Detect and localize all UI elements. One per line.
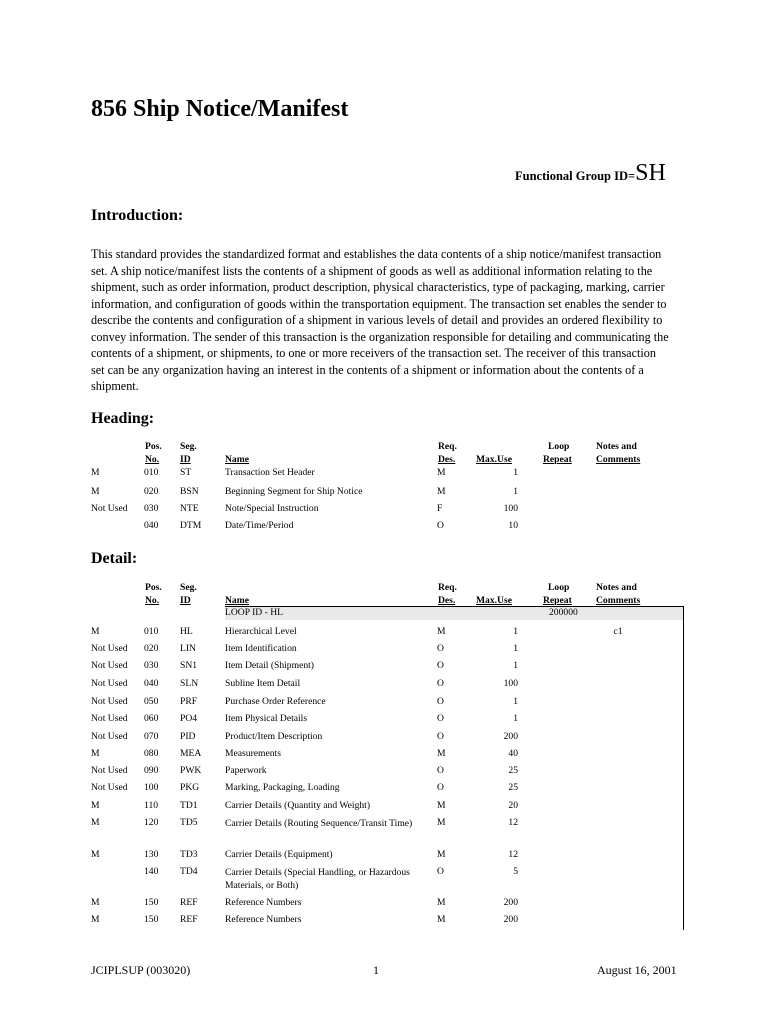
pos-cell: 040: [144, 678, 159, 689]
name-cell: Measurements: [225, 748, 281, 759]
col-notes-label-2: Comments: [596, 454, 641, 465]
des-cell: O: [437, 713, 444, 724]
req-cell: M: [91, 467, 100, 478]
col-pos-label-2: No.: [145, 595, 160, 606]
req-cell: Not Used: [91, 782, 128, 793]
loop-header: [225, 606, 683, 620]
col-seg-label-2: ID: [180, 595, 191, 606]
seg-cell: SLN: [180, 678, 199, 689]
footer-document-id: JCIPLSUP (003020): [91, 963, 191, 977]
seg-cell: PRF: [180, 696, 198, 707]
req-cell: M: [91, 748, 100, 759]
functional-group-id: [515, 160, 666, 187]
seg-cell: PO4: [180, 713, 198, 724]
detail-section-title: Detail:: [91, 550, 138, 567]
col-req-label-2: Des.: [438, 595, 456, 606]
req-cell: M: [91, 800, 100, 811]
heading-section-title: Heading:: [91, 410, 155, 427]
req-cell: Not Used: [91, 643, 128, 654]
name-cell: Paperwork: [225, 765, 267, 776]
col-pos-label: Pos.: [145, 582, 162, 593]
req-cell: M: [91, 817, 100, 828]
des-cell: O: [437, 660, 444, 671]
pos-cell: 080: [144, 748, 159, 759]
notes-cell: c1: [613, 626, 623, 637]
max-cell: 200: [503, 731, 518, 742]
name-cell: Note/Special Instruction: [225, 503, 319, 514]
des-cell: M: [437, 800, 446, 811]
max-cell: 1: [513, 467, 518, 478]
seg-cell: LIN: [180, 643, 196, 654]
req-cell: M: [91, 626, 100, 637]
seg-cell: BSN: [180, 486, 199, 497]
req-cell: Not Used: [91, 503, 128, 514]
col-pos-label: Pos.: [145, 441, 162, 452]
seg-cell: PKG: [180, 782, 200, 793]
des-cell: O: [437, 782, 444, 793]
des-cell: O: [437, 731, 444, 742]
des-cell: M: [437, 914, 446, 925]
seg-cell: PWK: [180, 765, 202, 776]
name-cell: Reference Numbers: [225, 897, 302, 908]
pos-cell: 140: [144, 866, 159, 877]
pos-cell: 070: [144, 731, 159, 742]
col-notes-label: Notes and: [596, 582, 637, 593]
pos-cell: 110: [144, 800, 159, 811]
max-cell: 100: [503, 503, 518, 514]
max-cell: 10: [508, 520, 518, 531]
pos-cell: 120: [144, 817, 159, 828]
seg-cell: REF: [180, 897, 198, 908]
name-cell: Beginning Segment for Ship Notice: [225, 486, 363, 497]
des-cell: M: [437, 467, 446, 478]
req-cell: Not Used: [91, 660, 128, 671]
pos-cell: 090: [144, 765, 159, 776]
col-notes-label-2: Comments: [596, 595, 641, 606]
name-cell: Reference Numbers: [225, 914, 302, 925]
seg-cell: SN1: [180, 660, 198, 671]
col-req-label: Req.: [438, 582, 457, 593]
name-cell: Item Physical Details: [225, 713, 308, 724]
name-cell: Purchase Order Reference: [225, 696, 326, 707]
col-notes-label: Notes and: [596, 441, 637, 452]
pos-cell: 130: [144, 849, 159, 860]
pos-cell: 010: [144, 626, 159, 637]
des-cell: M: [437, 748, 446, 759]
max-cell: 12: [508, 817, 518, 828]
pos-cell: 060: [144, 713, 159, 724]
name-cell: Carrier Details (Special Handling, or Hazardous Materials, or Both): [225, 867, 410, 891]
name-cell: Item Identification: [225, 643, 297, 654]
max-cell: 25: [508, 765, 518, 776]
req-cell: M: [91, 897, 100, 908]
seg-cell: HL: [180, 626, 193, 637]
name-cell: Carrier Details (Equipment): [225, 849, 333, 860]
functional-group-label: Functional Group ID=: [515, 169, 636, 183]
name-cell: Transaction Set Header: [225, 467, 315, 478]
req-cell: Not Used: [91, 731, 128, 742]
req-cell: M: [91, 849, 100, 860]
max-cell: 200: [503, 914, 518, 925]
pos-cell: 150: [144, 897, 159, 908]
max-cell: 1: [513, 696, 518, 707]
des-cell: O: [437, 678, 444, 689]
col-max-label: Max.Use: [476, 454, 512, 465]
pos-cell: 020: [144, 486, 159, 497]
col-req-label-2: Des.: [438, 454, 456, 465]
name-cell: Product/Item Description: [225, 731, 323, 742]
name-cell: Item Detail (Shipment): [225, 660, 314, 671]
max-cell: 1: [513, 643, 518, 654]
des-cell: O: [437, 696, 444, 707]
seg-cell: TD3: [180, 849, 198, 860]
pos-cell: 020: [144, 643, 159, 654]
des-cell: M: [437, 817, 446, 828]
col-loop-label-2: Repeat: [543, 454, 572, 465]
col-name-label: Name: [225, 454, 249, 465]
des-cell: M: [437, 897, 446, 908]
introduction-heading: Introduction:: [91, 207, 184, 224]
functional-group-value: SH: [635, 160, 666, 186]
seg-cell: DTM: [180, 520, 202, 531]
col-name-label: Name: [225, 595, 249, 606]
des-cell: F: [437, 503, 443, 514]
seg-cell: PID: [180, 731, 196, 742]
footer-date: August 16, 2001: [597, 963, 677, 977]
pos-cell: 010: [144, 467, 159, 478]
des-cell: O: [437, 520, 444, 531]
loop-id: LOOP ID - HL: [225, 607, 283, 618]
document-title: 856 Ship Notice/Manifest: [91, 96, 349, 122]
seg-cell: ST: [180, 467, 192, 478]
col-loop-label-2: Repeat: [543, 595, 572, 606]
name-cell: Hierarchical Level: [225, 626, 297, 637]
footer-page-number: 1: [373, 963, 379, 977]
loop-repeat-value: 200000: [549, 607, 578, 618]
req-cell: M: [91, 914, 100, 925]
req-cell: Not Used: [91, 696, 128, 707]
seg-cell: TD5: [180, 817, 198, 828]
max-cell: 200: [503, 897, 518, 908]
seg-cell: REF: [180, 914, 198, 925]
pos-cell: 150: [144, 914, 159, 925]
col-max-label: Max.Use: [476, 595, 512, 606]
max-cell: 1: [513, 713, 518, 724]
des-cell: M: [437, 626, 446, 637]
max-cell: 25: [508, 782, 518, 793]
max-cell: 1: [513, 626, 518, 637]
col-loop-label: Loop: [548, 582, 570, 593]
des-cell: O: [437, 765, 444, 776]
req-cell: Not Used: [91, 713, 128, 724]
max-cell: 40: [508, 748, 518, 759]
col-loop-label: Loop: [548, 441, 570, 452]
des-cell: M: [437, 849, 446, 860]
name-cell: Date/Time/Period: [225, 520, 294, 531]
name-cell: Subline Item Detail: [225, 678, 301, 689]
name-cell: Carrier Details (Routing Sequence/Transit Time): [225, 818, 413, 829]
name-cell: Marking, Packaging, Loading: [225, 782, 340, 793]
col-seg-label: Seg.: [180, 582, 197, 593]
req-cell: M: [91, 486, 100, 497]
des-cell: O: [437, 643, 444, 654]
max-cell: 20: [508, 800, 518, 811]
seg-cell: NTE: [180, 503, 199, 514]
max-cell: 12: [508, 849, 518, 860]
seg-cell: MEA: [180, 748, 202, 759]
pos-cell: 030: [144, 503, 159, 514]
pos-cell: 050: [144, 696, 159, 707]
req-cell: Not Used: [91, 765, 128, 776]
col-req-label: Req.: [438, 441, 457, 452]
col-seg-label: Seg.: [180, 441, 197, 452]
max-cell: 1: [513, 486, 518, 497]
max-cell: 100: [503, 678, 518, 689]
pos-cell: 100: [144, 782, 159, 793]
introduction-body: This standard provides the standardized format and establishes the data contents of a ship notice/manifest transaction set. A ship notice/manifest lists the contents of a shipment of goods as well as additional information relating to the shipment, such as order information, product description, physical characteristics, type of packaging, marking, carrier information, and configuration of goods within the transportation equipment. The transaction set enables the sender to describe the contents and configuration of a shipment in various levels of detail and provides an ordered flexibility to convey information. The sender of this transaction is the organization responsible for detailing and communicating the contents of a shipment, or shipments, to one or more receivers of the transaction set. The receiver of this transaction set can be any organization having an interest in the contents of a shipment or information about the contents of a shipment.: [91, 247, 669, 393]
seg-cell: TD4: [180, 866, 198, 877]
seg-cell: TD1: [180, 800, 198, 811]
des-cell: M: [437, 486, 446, 497]
max-cell: 1: [513, 660, 518, 671]
loop-bracket-line: [683, 606, 684, 930]
des-cell: O: [437, 866, 444, 877]
pos-cell: 030: [144, 660, 159, 671]
pos-cell: 040: [144, 520, 159, 531]
req-cell: Not Used: [91, 678, 128, 689]
col-seg-label-2: ID: [180, 454, 191, 465]
col-pos-label-2: No.: [145, 454, 160, 465]
name-cell: Carrier Details (Quantity and Weight): [225, 800, 371, 811]
max-cell: 5: [513, 866, 518, 877]
